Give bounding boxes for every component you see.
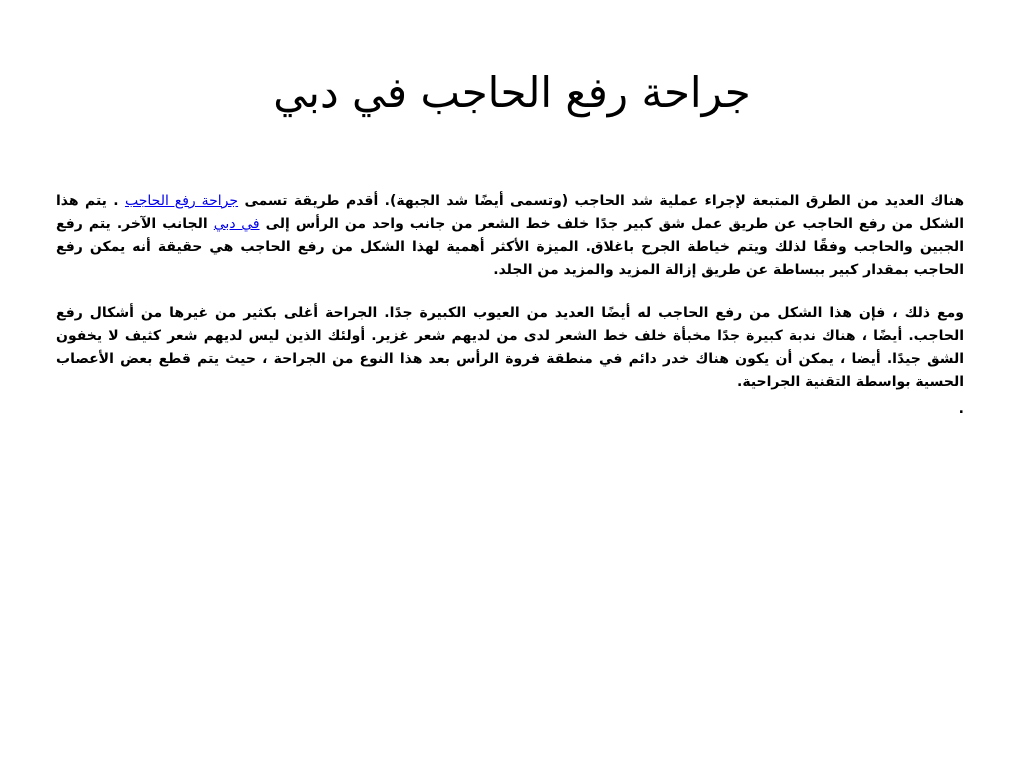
brow-lift-surgery-link[interactable]: جراحة رفع الحاجب [124, 193, 239, 209]
paragraph-1-intro: هناك العديد من الطرق المتبعة لإجراء عملية شد الحاجب (وتسمى أيضًا شد الجبهة). أقدم طريقة تسمى [244, 193, 965, 209]
slide-body [56, 190, 964, 421]
trailing-dot: . [958, 401, 964, 417]
paragraph-1-middle: . يتم هذا الشكل من رفع الحاجب عن طريق عمل شق كبير جدًا خلف خط الشعر من جانب واحد من الرأس إلى [56, 193, 965, 232]
paragraph-2: ومع ذلك ، فإن هذا الشكل من رفع الحاجب له أيضًا العديد من العيوب الكبيرة جدًا. الجراحة أغلى بكثير من غيرها من أشكال رفع الحاجب. أيضًا ، هناك ندبة كبيرة جدًا مخبأة خلف خط الشعر لدى من لديهم شعر غزير. أولئك الذين ليس لديهم شعر كثيف لا يخفون الشق جيدًا. أيضا ، يمكن أن يكون هناك خدر دائم في منطقة فروة الرأس بعد هذا النوع من الجراحة ، حيث يتم قطع بعض الأعصاب الحسية بواسطة التقنية الجراحية. [56, 305, 964, 390]
slide-title: جراحة رفع الحاجب في دبي [273, 68, 751, 117]
paragraph-1 [56, 190, 964, 282]
in-dubai-link[interactable]: في دبي [213, 216, 260, 232]
paragraph-1-rest: الجانب الآخر. يتم رفع الجبين والحاجب وفقًا لذلك ويتم خياطة الجرح باغلاق. الميزة الأكثر أهمية لهذا الشكل من رفع الحاجب هي حقيقة أنه يمكن رفع الحاجب بمقدار كبير ببساطة عن طريق إزالة المزيد والمزيد من الجلد. [56, 216, 964, 278]
